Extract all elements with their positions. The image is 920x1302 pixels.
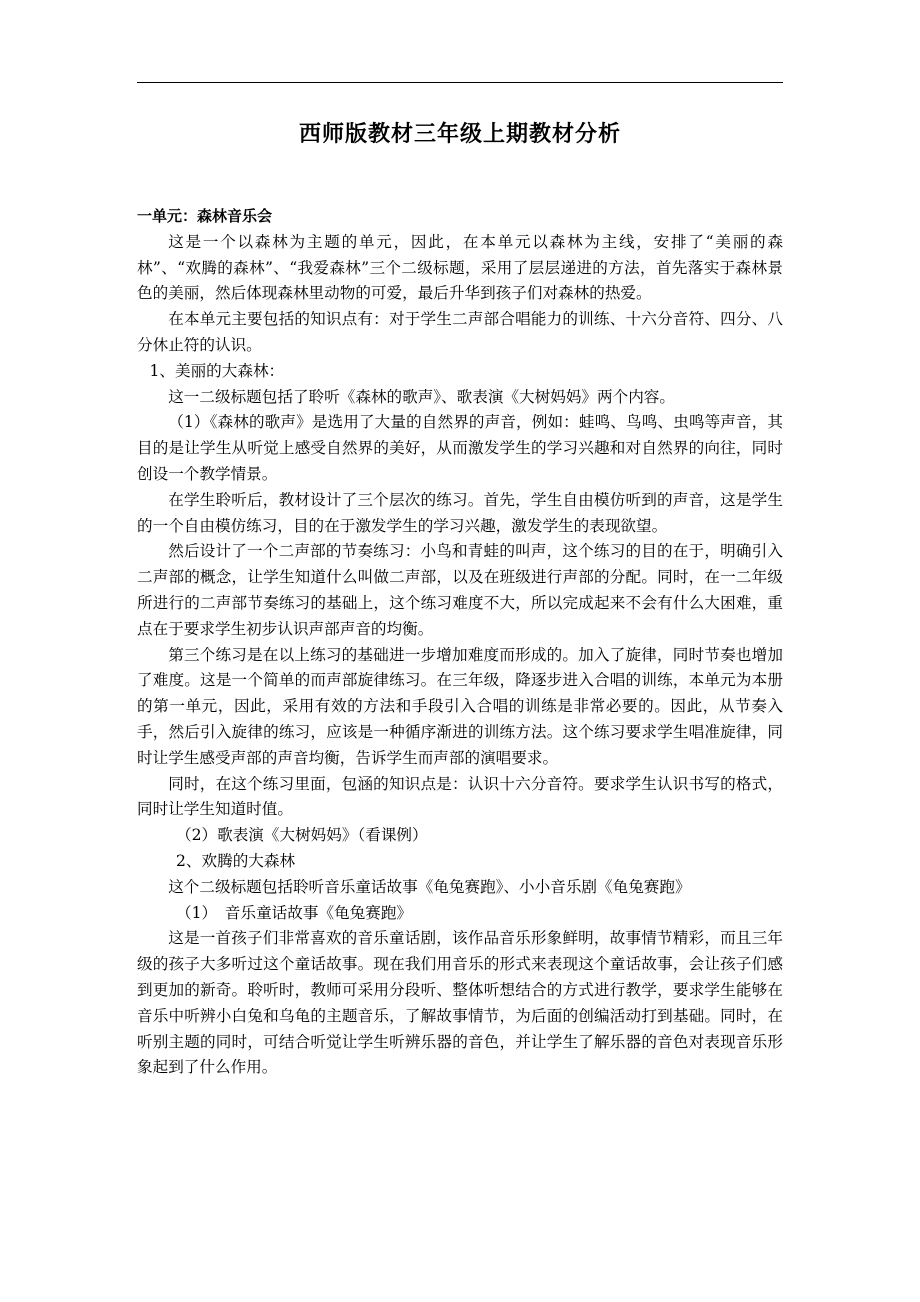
paragraph: 在本单元主要包括的知识点有：对于学生二声部合唱能力的训练、十六分音符、四分、八分休止符的认识。 (137, 310, 783, 354)
paragraph: （1）《森林的歌声》是选用了大量的自然界的声音，例如：蛙鸣、鸟鸣、虫鸣等声音，其目的是让学生从听觉上感受自然界的美好，从而激发学生的学习兴趣和对自然界的向往，同时创设一个教学情景。 (137, 413, 783, 483)
paragraph: 同时，在这个练习里面，包涵的知识点是：认识十六分音符。要求学生认识书写的格式，同时让学生知道时值。 (137, 774, 783, 819)
paragraph: 然后设计了一个二声部的节奏练习：小鸟和青蛙的叫声，这个练习的目的在于，明确引入二声部的概念，让学生知道什么叫做二声部，以及在班级进行声部的分配。同时，在一二年级所进行的二声部节奏练习的基础上，这个练习难度不大，所以完成起来不会有什么大困难，重点在于要求学生初步认识声部声音的均衡。 (137, 542, 783, 638)
list-item: （1） 音乐童话故事《龟兔赛跑》 (176, 903, 413, 922)
paragraph: 这是一首孩子们非常喜欢的音乐童话剧，该作品音乐形象鲜明，故事情节精彩，而且三年级的孩子大多听过这个童话故事。现在我们用音乐的形式来表现这个童话故事，会让孩子们感到更加的新奇。聆听时，教师可采用分段听、整体听想结合的方式进行教学，要求学生能够在音乐中听辨小白兔和乌龟的主题音乐，了解故事情节，为后面的创编活动打到基础。同时，在听别主题的同时，可结合听觉让学生听辨乐器的音色，并让学生了解乐器的音色对表现音乐形象起到了什么作用。 (137, 929, 783, 1077)
unit-heading: 一单元：森林音乐会 (137, 207, 273, 225)
list-item: （2）歌表演《大树妈妈》（看课例） (176, 826, 428, 845)
paragraph: 这一二级标题包括了聆听《森林的歌声》、歌表演《大树妈妈》两个内容。 (168, 387, 675, 406)
header-rule (137, 82, 783, 83)
document-title: 西师版教材三年级上期教材分析 (298, 122, 621, 147)
section-heading: 1、美丽的大森林： (149, 361, 285, 380)
paragraph: 在学生聆听后，教材设计了三个层次的练习。首先，学生自由模仿听到的声音，这是学生的一个自由模仿练习，目的在于激发学生的学习兴趣，激发学生的表现欲望。 (137, 490, 783, 535)
paragraph: 这个二级标题包括聆听音乐童话故事《龟兔赛跑》、小小音乐剧《龟兔赛跑》 (168, 877, 691, 896)
section-heading: 2、欢腾的大森林 (176, 851, 296, 870)
paragraph: 这是一个以森林为主题的单元，因此，在本单元以森林为主线，安排了“美丽的森林”、“欢腾的森林”、“我爱森林”三个二级标题，采用了层层递进的方法，首先落实于森林景色的美丽，然后体现森林里动物的可爱，最后升华到孩子们对森林的热爱。 (137, 232, 783, 303)
paragraph: 第三个练习是在以上练习的基础进一步增加难度而形成的。加入了旋律，同时节奏也增加了难度。这是一个简单的而声部旋律练习。在三年级，降逐步进入合唱的训练，本单元为本册的第一单元，因此，采用有效的方法和手段引入合唱的训练是非常必要的。因此，从节奏入手，然后引入旋律的练习，应该是一种循序渐进的训练方法。这个练习要求学生唱准旋律，同时让学生感受声部的声音均衡，告诉学生而声部的演唱要求。 (137, 645, 783, 767)
document-body (137, 204, 783, 1081)
